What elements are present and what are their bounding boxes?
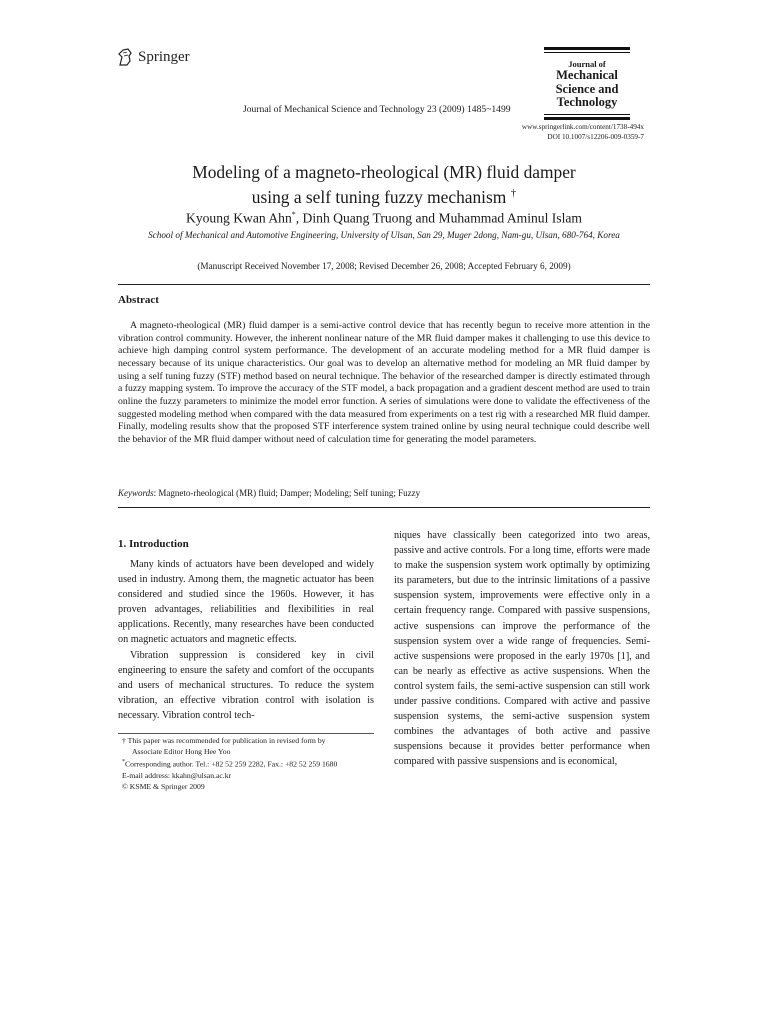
- journal-name-line2: Science and: [555, 81, 619, 96]
- journal-label-small: Journal of: [568, 59, 606, 69]
- doi-block: [522, 123, 644, 142]
- title-text: using a self tuning fuzzy mechanism: [251, 186, 507, 207]
- title-footnote-mark: †: [510, 187, 517, 199]
- keywords: [118, 488, 420, 498]
- corresponding-mark: *: [291, 210, 296, 219]
- footnote: [122, 757, 374, 770]
- divider: [544, 117, 630, 120]
- footnote: † This paper was recommended for publication in revised form by: [122, 736, 326, 745]
- journal-name-line1: Mechanical: [556, 68, 618, 82]
- footnotes: [122, 735, 374, 792]
- paragraph: Many kinds of actuators have been developed and widely used in industry. Among them, the magnetic actuator has been considered and studied since the 1960s. However, it has proven advantages, reliabilities and flexibilities in real applications. Recently, many researches have been conducted on magnetic actuators and magnetic effects.: [118, 559, 374, 646]
- doi: DOI 10.1007/s12206-009-0359-7: [547, 132, 644, 141]
- journal-name-line3: Technology: [556, 95, 618, 109]
- right-column: [394, 528, 650, 770]
- keywords-list: : Magneto-rheological (MR) fluid; Damper; Modeling; Self tuning; Fuzzy: [153, 488, 421, 498]
- divider: [544, 47, 630, 50]
- article-title: [0, 162, 768, 208]
- footnote-divider: [118, 733, 374, 734]
- paragraph: niques have classically been categorized into two areas, passive and active controls. For a long time, efforts were made to make the suspension system work optimally by optimizing its parameters, but due to the intrinsic limitations of a passive suspension system, improvements were effective only in a certain frequency range. Compared with passive suspensions, active suspensions can improve the performance of the suspension system over a wide range of frequencies. Semi-active suspensions were proposed in the early 1970s [1], and can be nearly as effective as active suspensions. When the control system fails, the semi-active suspension can still work under passive conditions. Compared with active and passive suspension systems, the semi-active suspension system combines the advantages of both active and passive suspensions because it provides better performance when compared with passive suspensions and is economical,: [394, 530, 650, 768]
- footnote: E-mail address: kkahn@ulsan.ac.kr: [122, 770, 232, 780]
- title-line-2: [0, 183, 768, 208]
- journal-logo-box: [544, 47, 630, 120]
- divider: [544, 114, 630, 115]
- divider: [544, 52, 630, 53]
- divider: [118, 284, 650, 285]
- left-column: [118, 557, 374, 723]
- manuscript-dates: (Manuscript Received November 17, 2008; Revised December 26, 2008; Accepted February 6, 2009): [197, 261, 571, 271]
- section-heading: 1. Introduction: [118, 538, 189, 550]
- affiliation: School of Mechanical and Automotive Engineering, University of Ulsan, San 29, Muger 2dong, Nam-gu, Ulsan, 680-764, Korea: [148, 230, 620, 240]
- abstract-body: A magneto-rheological (MR) fluid damper is a semi-active control device that has recently begun to receive more attention in the vibration control community. However, the inherent nonlinear nature of the MR fluid damper makes it challenging to use this device to achieve high damping control system performance. The development of an accurate modeling method for a MR fluid damper is necessary because of its unique characteristics. Our goal was to develop an alternative method for modeling an MR fluid damper by using a self tuning fuzzy (STF) method based on neural technique. The behavior of the researched damper is directly estimated through a fuzzy mapping system. To improve the accuracy of the STF model, a back propagation and a gradient descent method are used to train online the fuzzy parameters to minimize the model error function. A series of simulations were done to validate the effectiveness of the suggested modeling method when compared with the data measured from experiments on a test rig with a researched MR fluid damper. Finally, modeling results show that the proposed STF interference system trained online by using neural technique could describe well the behavior of the MR fluid damper without need of calculation time for generating the model parameters.: [118, 320, 650, 445]
- paragraph: Vibration suppression is considered key in civil engineering to ensure the safety and comfort of the occupants and users of mechanical structures. To reduce the system vibration, an effective vibration control with isolation is necessary. Vibration control tech-: [118, 649, 374, 721]
- divider: [118, 507, 650, 508]
- springer-horse-icon: [116, 47, 134, 67]
- footnote-mark: *: [122, 759, 125, 765]
- publisher-logo: [116, 47, 190, 67]
- publisher-name: Springer: [138, 48, 190, 65]
- footnote-text: Corresponding author. Tel.: +82 52 259 2282, Fax.: +82 52 259 1680: [125, 759, 338, 769]
- authors: [0, 210, 768, 227]
- journal-url[interactable]: www.springerlink.com/content/1738-494x: [521, 123, 644, 131]
- journal-citation: Journal of Mechanical Science and Technology 23 (2009) 1485~1499: [243, 104, 511, 115]
- other-authors: , Dinh Quang Truong and Muhammad Aminul Islam: [295, 210, 582, 226]
- title-line-1: Modeling of a magneto-rheological (MR) fluid damper: [192, 162, 576, 182]
- keywords-label: Keywords: [118, 488, 154, 498]
- author-1: Kyoung Kwan Ahn: [186, 210, 292, 226]
- footnote-continuation: Associate Editor Hong Hee Yoo: [132, 747, 231, 756]
- abstract-heading: Abstract: [118, 294, 159, 306]
- copyright: © KSME & Springer 2009: [122, 781, 205, 791]
